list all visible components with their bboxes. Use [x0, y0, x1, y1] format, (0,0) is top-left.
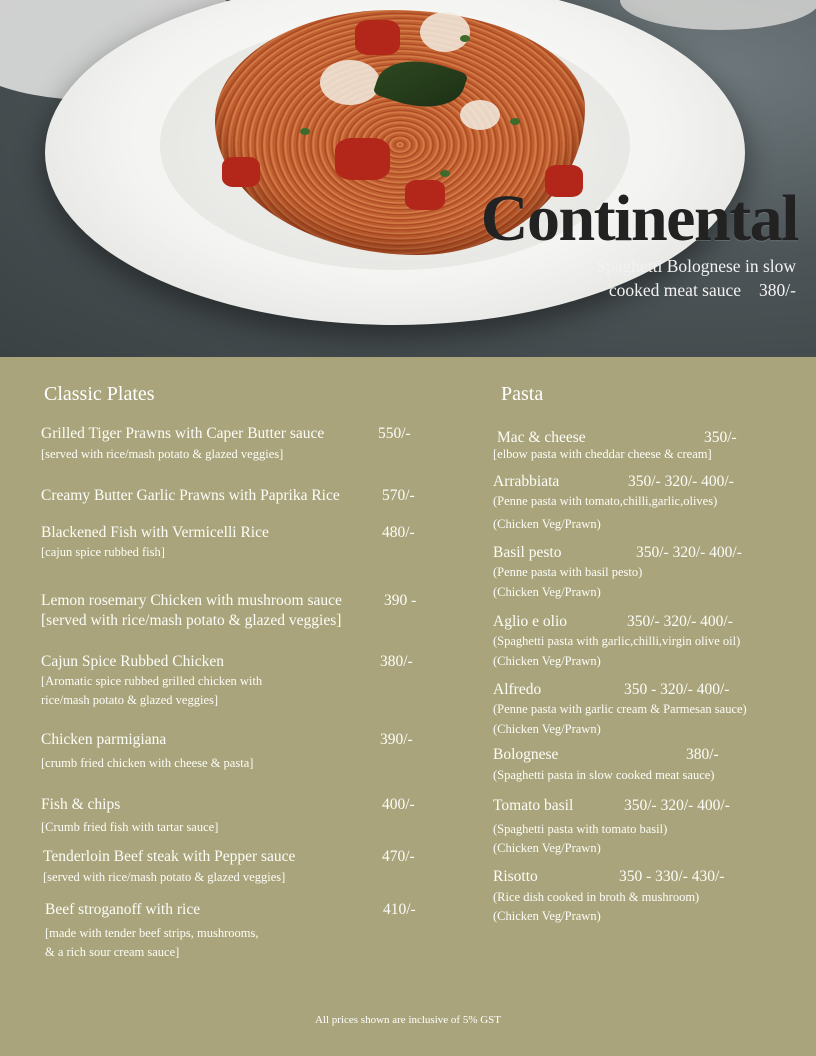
pasta-item-name: Alfredo — [493, 681, 542, 698]
menu-item-name: Grilled Tiger Prawns with Caper Butter sauce — [41, 425, 325, 442]
pasta-item-prices: 350/- 320/- 400/- — [627, 613, 733, 630]
menu-item-desc: [crumb fried chicken with cheese & pasta] — [41, 756, 254, 770]
pasta-item-prices: 350 - 320/- 400/- — [624, 681, 730, 698]
pasta-item-variants: (Chicken Veg/Prawn) — [493, 722, 601, 736]
pasta-item-name: Mac & cheese — [497, 429, 586, 446]
menu-item-desc: [served with rice/mash potato & glazed veggies] — [41, 447, 284, 461]
menu-item-name: Beef stroganoff with rice — [45, 901, 201, 918]
gst-note: All prices shown are inclusive of 5% GST — [314, 1014, 502, 1026]
featured-dish-line2-row — [546, 278, 796, 302]
pasta-item-name: Tomato basil — [493, 797, 574, 814]
menu-item-price: 480/- — [382, 524, 415, 541]
pasta-item-variants: (Chicken Veg/Prawn) — [493, 585, 601, 599]
parsley — [440, 170, 450, 177]
pasta-item-prices: 350/- 320/- 400/- — [628, 473, 734, 490]
pasta-item-name: Bolognese — [493, 746, 559, 763]
pasta-item-prices: 350/- — [704, 429, 737, 446]
menu-item-price: 390 - — [384, 592, 417, 609]
pasta-item-name: Aglio e olio — [493, 613, 568, 630]
parsley — [460, 35, 470, 42]
parmesan — [460, 100, 500, 130]
classic-plates-heading: Classic Plates — [44, 383, 155, 405]
featured-dish-price: 380/- — [759, 280, 796, 300]
menu-item-price: 550/- — [378, 425, 411, 442]
pasta-item-desc: (Rice dish cooked in broth & mushroom) — [493, 890, 700, 904]
tomato-piece — [355, 20, 400, 55]
pasta-item-prices: 350/- 320/- 400/- — [636, 544, 742, 561]
menu-item-desc: [made with tender beef strips, mushrooms, — [45, 926, 259, 940]
tomato-piece — [335, 138, 390, 180]
hero-image — [0, 0, 816, 357]
menu-item-desc: [Aromatic spice rubbed grilled chicken with — [41, 674, 263, 688]
parsley — [300, 128, 310, 135]
menu-item-name: Cajun Spice Rubbed Chicken — [41, 653, 224, 670]
featured-dish-line1: Spaghetti Bolognese in slow — [596, 256, 796, 276]
background-plate-right — [620, 0, 816, 30]
pasta-item-desc: [elbow pasta with cheddar cheese & cream] — [493, 447, 712, 461]
menu-item-name: Tenderloin Beef steak with Pepper sauce — [43, 848, 296, 865]
featured-dish-line2: cooked meat sauce — [608, 280, 742, 300]
pasta-item-variants: (Chicken Veg/Prawn) — [493, 654, 601, 668]
pasta-item-desc: (Penne pasta with basil pesto) — [493, 565, 643, 579]
menu-item-price: 380/- — [380, 653, 413, 670]
pasta-item-name: Arrabbiata — [493, 473, 560, 490]
pasta-item-variants: (Chicken Veg/Prawn) — [493, 517, 601, 531]
pasta-item-desc: (Penne pasta with tomato,chilli,garlic,olives) — [493, 494, 718, 508]
menu-item-price: 470/- — [382, 848, 415, 865]
menu-item-price: 400/- — [382, 796, 415, 813]
menu-item-name: Creamy Butter Garlic Prawns with Paprika Rice — [41, 487, 340, 504]
pasta-item-name: Risotto — [493, 868, 538, 885]
pasta-item-prices: 380/- — [686, 746, 719, 763]
menu-item-desc: [served with rice/mash potato & glazed veggies] — [41, 612, 342, 629]
pasta-item-desc: (Spaghetti pasta in slow cooked meat sauce) — [493, 768, 715, 782]
parmesan — [320, 60, 380, 105]
menu-item-price: 410/- — [383, 901, 416, 918]
menu-item-desc: [cajun spice rubbed fish] — [41, 545, 165, 559]
pasta-item-desc: (Penne pasta with garlic cream & Parmesan sauce) — [493, 702, 747, 716]
menu-item-desc: rice/mash potato & glazed veggies] — [41, 693, 219, 707]
pasta-item-variants: (Chicken Veg/Prawn) — [493, 841, 601, 855]
pasta-heading: Pasta — [501, 383, 544, 405]
tomato-piece — [222, 157, 260, 187]
pasta-item-desc: (Spaghetti pasta with garlic,chilli,virgin olive oil) — [493, 634, 741, 648]
pasta-item-desc: (Spaghetti pasta with tomato basil) — [493, 822, 668, 836]
pasta-item-name: Basil pesto — [493, 544, 562, 561]
menu-item-name: Lemon rosemary Chicken with mushroom sauce — [41, 592, 342, 609]
menu-item-name: Fish & chips — [41, 796, 121, 813]
menu-title: Continental — [480, 182, 798, 255]
pasta-item-variants: (Chicken Veg/Prawn) — [493, 909, 601, 923]
menu-item-name: Chicken parmigiana — [41, 731, 167, 748]
parsley — [510, 118, 520, 125]
menu-item-price: 390/- — [380, 731, 413, 748]
featured-dish — [546, 254, 796, 302]
pasta-item-prices: 350/- 320/- 400/- — [624, 797, 730, 814]
menu-item-name: Blackened Fish with Vermicelli Rice — [41, 524, 269, 541]
menu-item-desc: [Crumb fried fish with tartar sauce] — [41, 820, 219, 834]
tomato-piece — [405, 180, 445, 210]
parmesan — [420, 12, 470, 52]
pasta-item-prices: 350 - 330/- 430/- — [619, 868, 725, 885]
menu-item-desc: & a rich sour cream sauce] — [45, 945, 180, 959]
menu-item-price: 570/- — [382, 487, 415, 504]
menu-item-desc: [served with rice/mash potato & glazed veggies] — [43, 870, 286, 884]
